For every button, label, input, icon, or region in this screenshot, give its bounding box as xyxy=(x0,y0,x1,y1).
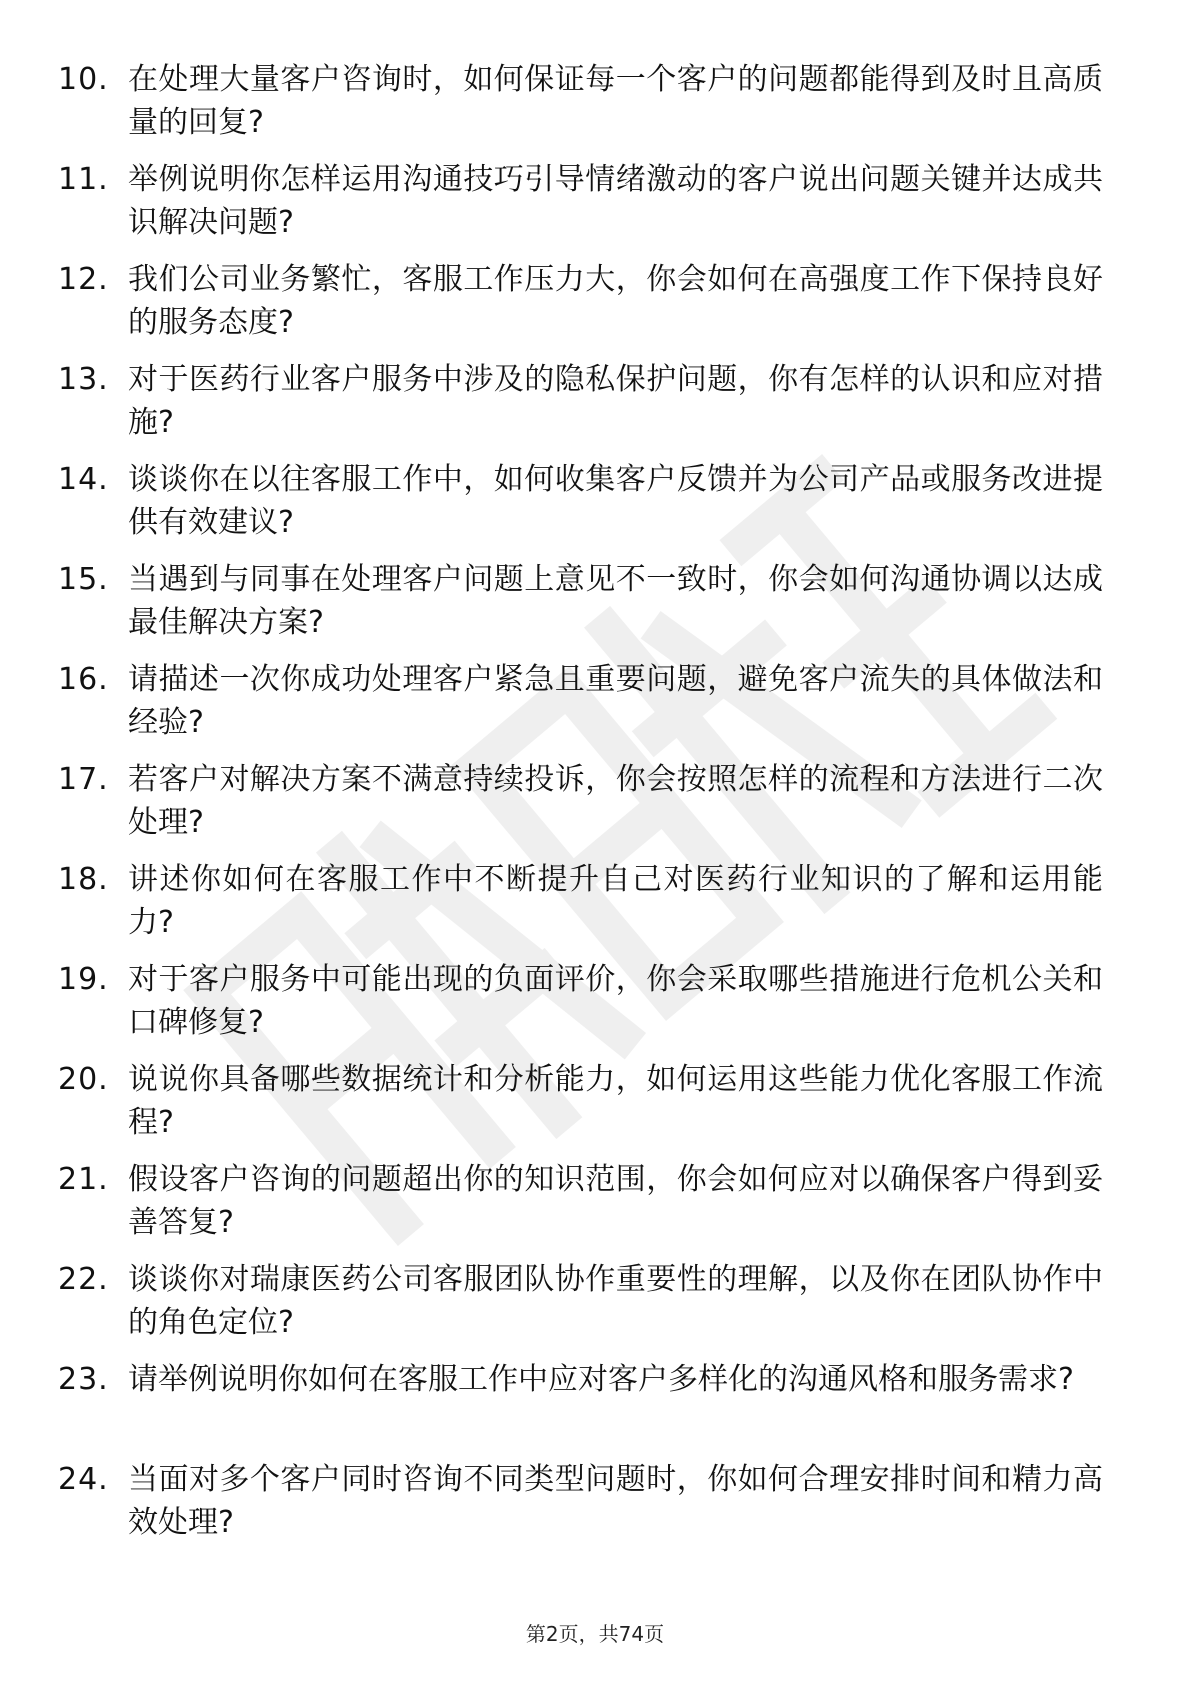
question-text: 请举例说明你如何在客服工作中应对客户多样化的沟通风格和服务需求? xyxy=(128,1362,1074,1397)
question-number: 22. xyxy=(58,1262,109,1297)
question-text: 在处理大量客户咨询时，如何保证每一个客户的问题都能得到及时且高质量的回复? xyxy=(128,62,1103,140)
question-number: 17. xyxy=(58,762,109,797)
question-text: 我们公司业务繁忙，客服工作压力大，你会如何在高强度工作下保持良好的服务态度? xyxy=(128,262,1103,340)
question-item xyxy=(58,652,1118,752)
question-number: 18. xyxy=(58,862,109,897)
question-item xyxy=(58,752,1118,852)
question-number: 12. xyxy=(58,262,109,297)
question-text: 谈谈你在以往客服工作中，如何收集客户反馈并为公司产品或服务改进提供有效建议? xyxy=(128,462,1103,540)
question-number: 20. xyxy=(58,1062,109,1097)
question-text: 举例说明你怎样运用沟通技巧引导情绪激动的客户说出问题关键并达成共识解决问题? xyxy=(128,162,1103,240)
question-item xyxy=(58,1152,1118,1252)
question-number: 21. xyxy=(58,1162,109,1197)
question-text: 讲述你如何在客服工作中不断提升自己对医药行业知识的了解和运用能力? xyxy=(128,862,1103,940)
question-text: 当遇到与同事在处理客户问题上意见不一致时，你会如何沟通协调以达成最佳解决方案? xyxy=(128,562,1103,640)
question-number: 13. xyxy=(58,362,109,397)
page-footer: 第2页，共74页 xyxy=(525,1622,665,1646)
question-item xyxy=(58,1452,1118,1552)
question-list xyxy=(58,52,1118,1552)
question-number: 23. xyxy=(58,1362,109,1397)
question-item xyxy=(58,252,1118,352)
question-text: 当面对多个客户同时咨询不同类型问题时，你如何合理安排时间和精力高效处理? xyxy=(128,1462,1103,1540)
question-text: 谈谈你对瑞康医药公司客服团队协作重要性的理解，以及你在团队协作中的角色定位? xyxy=(128,1262,1103,1340)
question-text: 对于医药行业客户服务中涉及的隐私保护问题，你有怎样的认识和应对措施? xyxy=(128,362,1103,440)
question-number: 16. xyxy=(58,662,109,697)
question-item xyxy=(58,952,1118,1052)
question-text: 对于客户服务中可能出现的负面评价，你会采取哪些措施进行危机公关和口碑修复? xyxy=(128,962,1103,1040)
question-number: 19. xyxy=(58,962,109,997)
question-item xyxy=(58,52,1118,152)
question-number: 11. xyxy=(58,162,109,197)
question-item xyxy=(58,552,1118,652)
question-number: 15. xyxy=(58,562,109,597)
question-text: 请描述一次你成功处理客户紧急且重要问题，避免客户流失的具体做法和经验? xyxy=(128,662,1103,740)
question-number: 10. xyxy=(58,62,109,97)
question-number: 24. xyxy=(58,1462,109,1497)
question-item xyxy=(58,352,1118,452)
question-item xyxy=(58,452,1118,552)
question-item xyxy=(58,1252,1118,1352)
question-item xyxy=(58,152,1118,252)
question-item xyxy=(58,852,1118,952)
question-item xyxy=(58,1052,1118,1152)
question-text: 说说你具备哪些数据统计和分析能力，如何运用这些能力优化客服工作流程? xyxy=(128,1062,1103,1140)
question-text: 若客户对解决方案不满意持续投诉，你会按照怎样的流程和方法进行二次处理? xyxy=(128,762,1103,840)
question-item xyxy=(58,1352,1118,1452)
question-number: 14. xyxy=(58,462,109,497)
question-text: 假设客户咨询的问题超出你的知识范围，你会如何应对以确保客户得到妥善答复? xyxy=(128,1162,1103,1240)
